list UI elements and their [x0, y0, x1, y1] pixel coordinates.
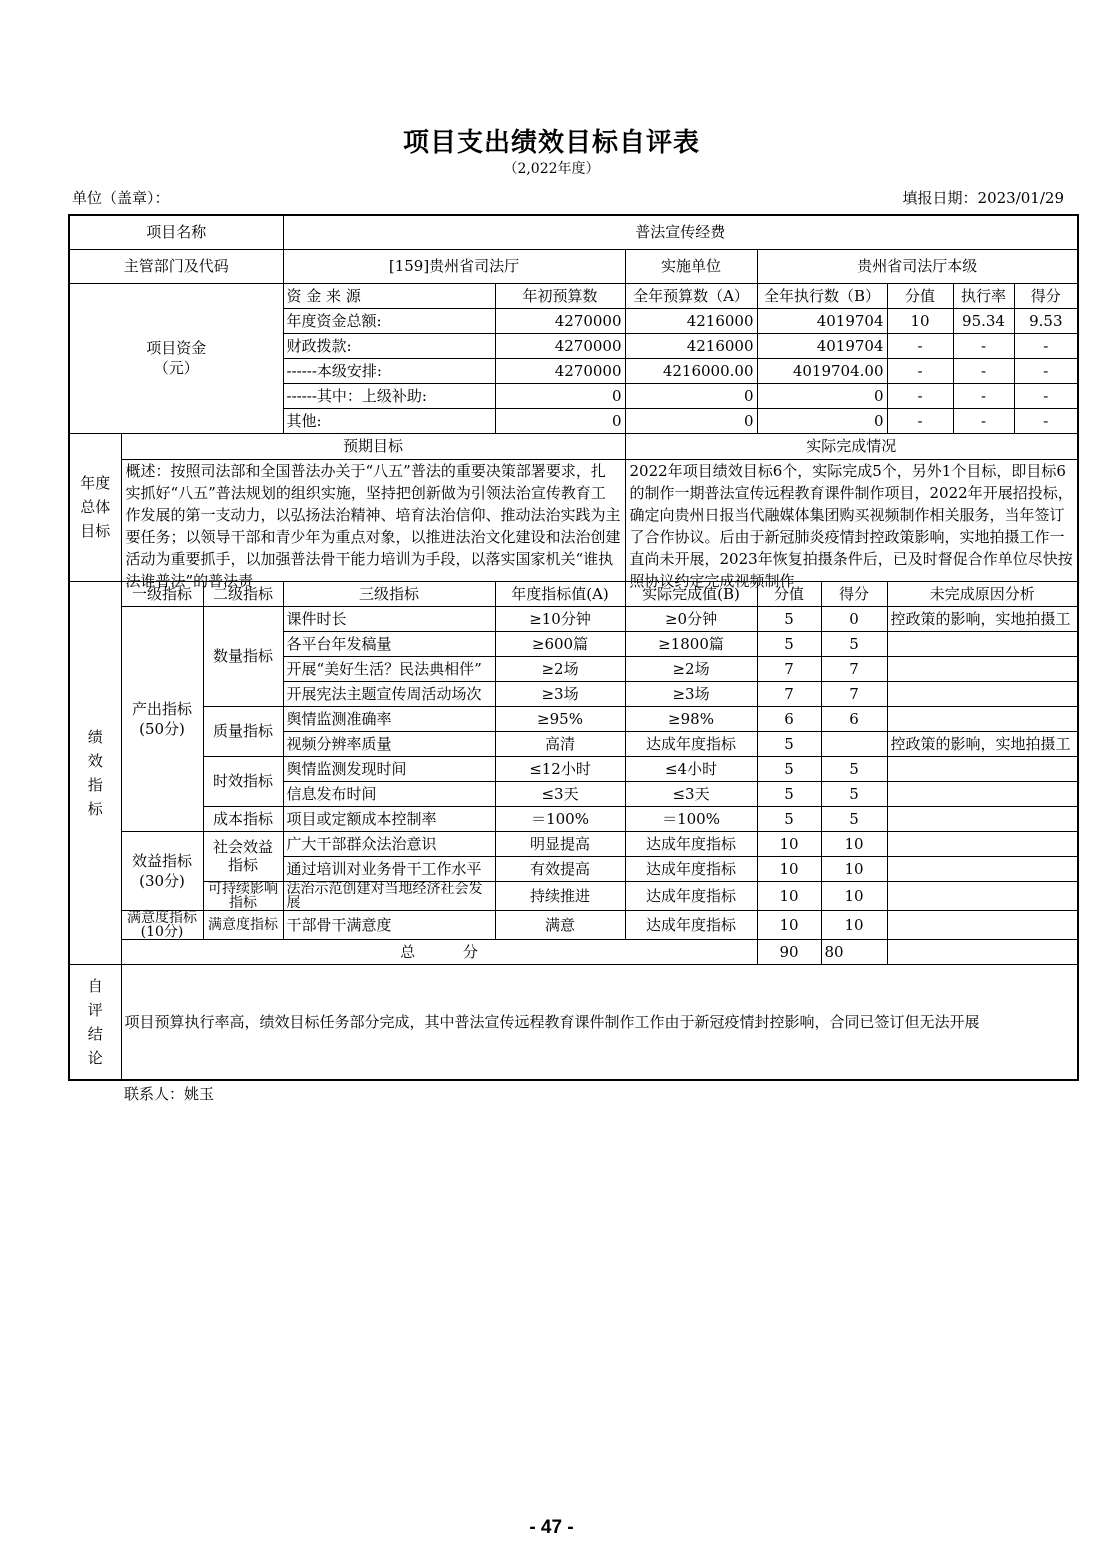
funds-exec-rate: - — [953, 383, 1014, 408]
weight-value: 10 — [757, 856, 821, 881]
weight-value: 5 — [757, 631, 821, 656]
funds-annual: 0 — [625, 383, 757, 408]
indicators-section-label — [69, 581, 121, 964]
funds-exec-rate: - — [953, 333, 1014, 358]
goals-header-row — [69, 433, 1078, 459]
score-value: 5 — [821, 756, 887, 781]
funds-annual: 4216000.00 — [625, 358, 757, 383]
funds-source: 其他: — [283, 408, 495, 433]
indicator-header-row — [69, 581, 1078, 606]
weight-value: 5 — [757, 756, 821, 781]
funds-exec-rate: - — [953, 408, 1014, 433]
target-value: 有效提高 — [495, 856, 625, 881]
score-value: 10 — [821, 856, 887, 881]
level1-output-line: (50分) — [139, 719, 185, 738]
actual-value: ＝100% — [625, 806, 757, 831]
level2-sustainable: 可持续影响指标 — [203, 881, 283, 910]
funds-section-label-line: 项目资金 — [146, 339, 207, 357]
weight-value: 10 — [757, 910, 821, 939]
reason-text — [887, 910, 1078, 939]
header-level1: 一级指标 — [121, 581, 203, 606]
funds-weight: - — [887, 383, 953, 408]
actual-value: ≥3场 — [625, 681, 757, 706]
funds-header-score: 得分 — [1014, 283, 1078, 308]
score-value: 5 — [821, 806, 887, 831]
target-value: 持续推进 — [495, 881, 625, 910]
header-level3: 三级指标 — [283, 581, 495, 606]
level3-indicator: 项目或定额成本控制率 — [283, 806, 495, 831]
score-value: 5 — [821, 781, 887, 806]
actual-value: 达成年度指标 — [625, 856, 757, 881]
actual-completion-label: 实际完成情况 — [625, 433, 1078, 459]
level3-indicator: 干部骨干满意度 — [283, 910, 495, 939]
funds-annual: 4216000 — [625, 308, 757, 333]
weight-value: 10 — [757, 881, 821, 910]
actual-value: 达成年度指标 — [625, 910, 757, 939]
contact-person: 联系人：姚玉 — [124, 1085, 215, 1103]
indicators-section-label-line: 绩 — [87, 727, 103, 746]
project-name-value: 普法宣传经费 — [283, 215, 1078, 249]
reason-text — [887, 706, 1078, 731]
funds-annual: 4216000 — [625, 333, 757, 358]
department-row — [69, 249, 1078, 283]
header-level2: 二级指标 — [203, 581, 283, 606]
reason-text — [887, 656, 1078, 681]
funds-initial: 4270000 — [495, 358, 625, 383]
target-value: ≥2场 — [495, 656, 625, 681]
report-date: 填报日期：2023/01/29 — [902, 189, 1064, 207]
funds-weight: 10 — [887, 308, 953, 333]
funds-weight: - — [887, 333, 953, 358]
department-label: 主管部门及代码 — [69, 249, 283, 283]
funds-section-label — [69, 283, 283, 433]
level3-indicator: 开展“美好生活？民法典相伴” — [283, 656, 495, 681]
header-weight: 分值 — [757, 581, 821, 606]
target-value: ≥600篇 — [495, 631, 625, 656]
page-number: - 47 - — [529, 1517, 574, 1538]
level3-indicator: 开展宪法主题宣传周活动场次 — [283, 681, 495, 706]
weight-value: 7 — [757, 656, 821, 681]
conclusion-section-label-line: 自 — [87, 976, 103, 995]
score-value — [821, 731, 887, 756]
funds-executed: 0 — [757, 408, 887, 433]
funds-initial: 4270000 — [495, 308, 625, 333]
indicator-row — [69, 706, 1078, 731]
reason-text: 控政策的影响，实地拍摄工 — [887, 606, 1078, 631]
conclusion-section-label-line: 结 — [87, 1024, 103, 1043]
actual-value: ≥98% — [625, 706, 757, 731]
funds-source: ------本级安排: — [283, 358, 495, 383]
level3-indicator: 通过培训对业务骨干工作水平 — [283, 856, 495, 881]
reason-text: 控政策的影响，实地拍摄工 — [887, 731, 1078, 756]
level3-indicator: 广大干部群众法治意识 — [283, 831, 495, 856]
funds-exec-rate: - — [953, 358, 1014, 383]
funds-source: ------其中：上级补助: — [283, 383, 495, 408]
department-value: [159]贵州省司法厅 — [283, 249, 625, 283]
total-score: 80 — [821, 939, 887, 964]
score-value: 5 — [821, 631, 887, 656]
score-value: 0 — [821, 606, 887, 631]
score-value: 10 — [821, 881, 887, 910]
weight-value: 5 — [757, 606, 821, 631]
actual-value: 达成年度指标 — [625, 831, 757, 856]
conclusion-row — [69, 964, 1078, 1080]
funds-annual: 0 — [625, 408, 757, 433]
funds-initial: 0 — [495, 383, 625, 408]
funds-source: 年度资金总额: — [283, 308, 495, 333]
funds-initial: 4270000 — [495, 333, 625, 358]
reason-text — [887, 806, 1078, 831]
level1-satisfaction: 满意度指标(10分) — [121, 910, 203, 939]
level3-indicator: 视频分辨率质量 — [283, 731, 495, 756]
level3-indicator: 舆情监测发现时间 — [283, 756, 495, 781]
expected-goal-text: 概述：按照司法部和全国普法办关于“八五”普法的重要决策部署要求，扎实抓好“八五”普法规划的组织实施，坚持把创新做为引领法治宣传教育工作发展的第一支动力，以弘扬法治精神、培育法治信仰、推动法治实践为主要任务；以领导干部和青少年为重点对象，以推进法治文化建设和法治创建活动为重要抓手，以加强普法骨干能力培训为手段，以落实国家机关“谁执法谁普法”的普法责 — [125, 461, 621, 590]
indicators-section-label-line: 效 — [87, 751, 103, 770]
actual-value: 达成年度指标 — [625, 881, 757, 910]
funds-header-executed-b: 全年执行数（B） — [757, 283, 887, 308]
level3-indicator: 各平台年发稿量 — [283, 631, 495, 656]
level1-benefit-line: (30分) — [139, 871, 185, 890]
target-value: 高清 — [495, 731, 625, 756]
funds-score: - — [1014, 358, 1078, 383]
reason-text — [887, 756, 1078, 781]
reason-text — [887, 881, 1078, 910]
target-value: ≥95% — [495, 706, 625, 731]
conclusion-section-label-line: 论 — [87, 1048, 103, 1067]
actual-value: ≤4小时 — [625, 756, 757, 781]
level2-social-benefit: 社会效益指标 — [203, 831, 283, 881]
funds-section-label-line: （元） — [153, 359, 199, 377]
funds-header-score-weight: 分值 — [887, 283, 953, 308]
target-value: ≤12小时 — [495, 756, 625, 781]
funds-score: 9.53 — [1014, 308, 1078, 333]
level2-timeliness: 时效指标 — [203, 756, 283, 806]
funds-executed: 4019704 — [757, 333, 887, 358]
indicator-row — [69, 831, 1078, 856]
indicators-section-label-line: 标 — [87, 799, 103, 818]
total-row — [69, 939, 1078, 964]
funds-exec-rate: 95.34 — [953, 308, 1014, 333]
funds-initial: 0 — [495, 408, 625, 433]
actual-value: ≤3天 — [625, 781, 757, 806]
funds-header-annual-a: 全年预算数（A） — [625, 283, 757, 308]
year-subtitle: （2,022年度） — [503, 161, 600, 177]
header-actual-b: 实际完成值(B) — [625, 581, 757, 606]
score-value: 6 — [821, 706, 887, 731]
level2-cost: 成本指标 — [203, 806, 283, 831]
header-reason: 未完成原因分析 — [887, 581, 1078, 606]
weight-value: 5 — [757, 731, 821, 756]
target-value: ≤3天 — [495, 781, 625, 806]
actual-completion-text-cell — [625, 459, 1078, 590]
reason-text — [887, 631, 1078, 656]
funds-source: 财政拨款: — [283, 333, 495, 358]
implementing-unit-value: 贵州省司法厅本级 — [757, 249, 1078, 283]
weight-value: 5 — [757, 781, 821, 806]
funds-executed: 4019704.00 — [757, 358, 887, 383]
reason-text — [887, 856, 1078, 881]
conclusion-section-label-line: 评 — [87, 1000, 103, 1019]
funds-executed: 0 — [757, 383, 887, 408]
unit-label: 单位（盖章）： — [72, 189, 170, 207]
funds-score: - — [1014, 383, 1078, 408]
actual-completion-text: 2022年项目绩效目标6个，实际完成5个，另外1个目标，即目标6的制作一期普法宣传远程教育课件制作项目，2022年开展招投标，确定向贵州日报当代融媒体集团购买视频制作相关服务，当年签订了合作协议。后由于新冠肺炎疫情封控政策影响，实地拍摄工作一直尚未开展，2023年恢复拍摄条件后，已及时督促合作单位尽快按照协议约定完成视频制作 — [629, 461, 1073, 590]
goals-section-label-line: 目标 — [80, 522, 111, 540]
level1-output — [121, 606, 203, 831]
project-name-row — [69, 215, 1078, 249]
funds-header-exec-rate: 执行率 — [953, 283, 1014, 308]
conclusion-text: 项目预算执行率高，绩效目标任务部分完成，其中普法宣传远程教育课件制作工作由于新冠疫情封控影响，合同已签订但无法开展 — [121, 964, 1078, 1080]
header-score: 得分 — [821, 581, 887, 606]
actual-value: 达成年度指标 — [625, 731, 757, 756]
level1-output-line: 产出指标 — [131, 699, 192, 718]
actual-value: ≥2场 — [625, 656, 757, 681]
implementing-unit-label: 实施单位 — [625, 249, 757, 283]
total-blank — [887, 939, 1078, 964]
level1-benefit — [121, 831, 203, 910]
level2-quality: 质量指标 — [203, 706, 283, 756]
page-title: 项目支出绩效目标自评表 — [402, 128, 700, 158]
reason-text — [887, 681, 1078, 706]
goals-section-label-line: 总体 — [80, 498, 111, 516]
weight-value: 7 — [757, 681, 821, 706]
funds-header-initial: 年初预算数 — [495, 283, 625, 308]
indicators-section-label-line: 指 — [87, 775, 103, 794]
header-target-a: 年度指标值(A) — [495, 581, 625, 606]
level3-indicator: 舆情监测准确率 — [283, 706, 495, 731]
level1-benefit-line: 效益指标 — [131, 851, 192, 870]
project-name-label: 项目名称 — [69, 215, 283, 249]
indicator-row — [69, 910, 1078, 939]
score-value: 7 — [821, 681, 887, 706]
level2-satisfaction: 满意度指标 — [203, 910, 283, 939]
level2-quantity: 数量指标 — [203, 606, 283, 706]
reason-text — [887, 781, 1078, 806]
conclusion-section-label — [69, 964, 121, 1080]
funds-score: - — [1014, 333, 1078, 358]
score-value: 10 — [821, 910, 887, 939]
total-weight: 90 — [757, 939, 821, 964]
weight-value: 6 — [757, 706, 821, 731]
indicator-row — [69, 756, 1078, 781]
goals-section-label — [69, 433, 121, 581]
target-value: ≥10分钟 — [495, 606, 625, 631]
level3-indicator: 课件时长 — [283, 606, 495, 631]
evaluation-table — [68, 214, 1079, 1081]
indicator-row — [69, 806, 1078, 831]
target-value: ＝100% — [495, 806, 625, 831]
indicator-row — [69, 881, 1078, 910]
reason-text — [887, 831, 1078, 856]
goals-content-row — [69, 459, 1078, 581]
funds-executed: 4019704 — [757, 308, 887, 333]
level3-indicator: 信息发布时间 — [283, 781, 495, 806]
total-label: 总 分 — [121, 939, 757, 964]
target-value: ≥3场 — [495, 681, 625, 706]
funds-weight: - — [887, 358, 953, 383]
funds-header-source: 资 金 来 源 — [283, 283, 495, 308]
score-value: 10 — [821, 831, 887, 856]
actual-value: ≥0分钟 — [625, 606, 757, 631]
funds-weight: - — [887, 408, 953, 433]
weight-value: 10 — [757, 831, 821, 856]
score-value: 7 — [821, 656, 887, 681]
weight-value: 5 — [757, 806, 821, 831]
level3-indicator: 法治示范创建对当地经济社会发展 — [283, 881, 495, 910]
target-value: 满意 — [495, 910, 625, 939]
expected-goal-label: 预期目标 — [121, 433, 625, 459]
indicator-row — [69, 606, 1078, 631]
target-value: 明显提高 — [495, 831, 625, 856]
funds-header-row — [69, 283, 1078, 308]
goals-section-label-line: 年度 — [80, 474, 111, 492]
actual-value: ≥1800篇 — [625, 631, 757, 656]
funds-score: - — [1014, 408, 1078, 433]
expected-goal-text-cell — [121, 459, 625, 590]
